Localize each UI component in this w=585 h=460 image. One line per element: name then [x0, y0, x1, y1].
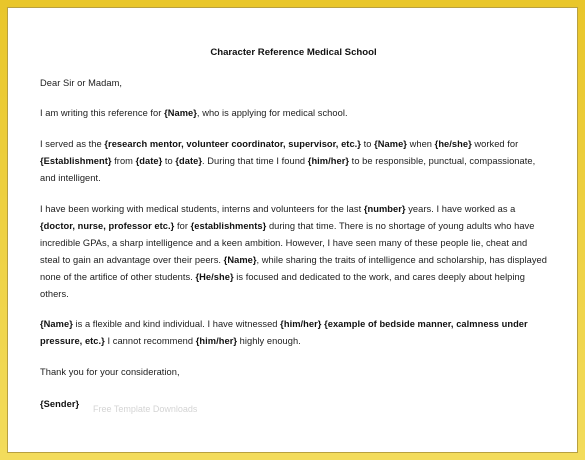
text-run: I served as the: [40, 139, 105, 149]
signature-placeholder: {Sender}: [40, 399, 80, 409]
text-run: worked for: [471, 139, 519, 149]
text-run: years. I have worked as a: [405, 204, 516, 214]
text-run: when: [406, 139, 435, 149]
placeholder-field: {number}: [363, 204, 406, 214]
placeholder-field: pressure, etc.}: [40, 336, 105, 346]
placeholder-field: {him/her}: [280, 319, 322, 329]
placeholder-field: {He/she}: [195, 272, 234, 282]
document-title: Character Reference Medical School: [210, 47, 377, 58]
placeholder-field: {Name}: [223, 255, 257, 265]
placeholder-field: {date}: [135, 156, 163, 166]
paragraph-3-line-3: [40, 238, 527, 248]
text-run: during that time. There is no shortage of young adults who have: [266, 221, 535, 231]
placeholder-field: {him/her}: [195, 336, 238, 346]
document-page: [7, 7, 578, 453]
text-run: , while sharing the traits of intelligence and scholarship, has displayed: [256, 255, 547, 265]
text-run: I am writing this reference for: [40, 108, 165, 118]
paragraph-3-line-2: [40, 221, 534, 231]
text-run: . During that time I found: [202, 156, 308, 166]
placeholder-field: {Establishment}: [40, 156, 112, 166]
paragraph-4-line-2: [40, 336, 301, 346]
text-run: to: [360, 139, 375, 149]
text-run: others.: [40, 289, 69, 299]
paragraph-3-line-1: [40, 204, 515, 214]
text-run: steal to gain an advantage over their peers.: [40, 255, 224, 265]
placeholder-field: {date}: [175, 156, 203, 166]
text-run: to: [162, 156, 176, 166]
paragraph-2-line-2: [40, 156, 535, 166]
greeting: Dear Sir or Madam,: [40, 78, 123, 88]
text-run: highly enough.: [237, 336, 301, 346]
placeholder-field: {he/she}: [434, 139, 472, 149]
placeholder-field: {doctor, nurse, professor etc.}: [40, 221, 175, 231]
paragraph-4-line-1: [40, 319, 528, 329]
text-run: is focused and dedicated to the work, and cares deeply about helping: [233, 272, 525, 282]
placeholder-field: {Name}: [164, 108, 197, 118]
placeholder-field: {Name}: [374, 139, 407, 149]
paragraph-2-line-1: [40, 139, 518, 149]
text-run: from: [111, 156, 136, 166]
closing-line: Thank you for your consideration,: [40, 367, 180, 377]
text-run: is a flexible and kind individual. I have witnessed: [72, 319, 281, 329]
text-run: for: [174, 221, 191, 231]
paragraph-3-line-6: [40, 289, 69, 299]
paragraph-2-line-3: [40, 173, 101, 183]
placeholder-field: {Name}: [40, 319, 73, 329]
paragraph-1-line-1: [40, 108, 348, 118]
paragraph-3-line-5: [40, 272, 525, 282]
text-run: incredible GPAs, a sharp intelligence and a keen ambition. However, I have seen many of these people lie, cheat and: [40, 238, 528, 248]
placeholder-field: {example of bedside manner, calmness under: [324, 319, 528, 329]
text-run: none of the artifice of other students.: [40, 272, 196, 282]
text-run: to be responsible, punctual, compassionate,: [349, 156, 536, 166]
placeholder-field: {establishments}: [190, 221, 267, 231]
text-run: I have been working with medical students, interns and volunteers for the last: [40, 204, 364, 214]
text-run: , who is applying for medical school.: [196, 108, 348, 118]
text-run: I cannot recommend: [104, 336, 196, 346]
placeholder-field: {him/her}: [307, 156, 350, 166]
placeholder-field: {research mentor, volunteer coordinator, supervisor, etc.}: [104, 139, 361, 149]
watermark-text: Free Template Downloads: [93, 404, 198, 414]
paragraph-3-line-4: [40, 255, 547, 265]
text-run: and intelligent.: [40, 173, 101, 183]
